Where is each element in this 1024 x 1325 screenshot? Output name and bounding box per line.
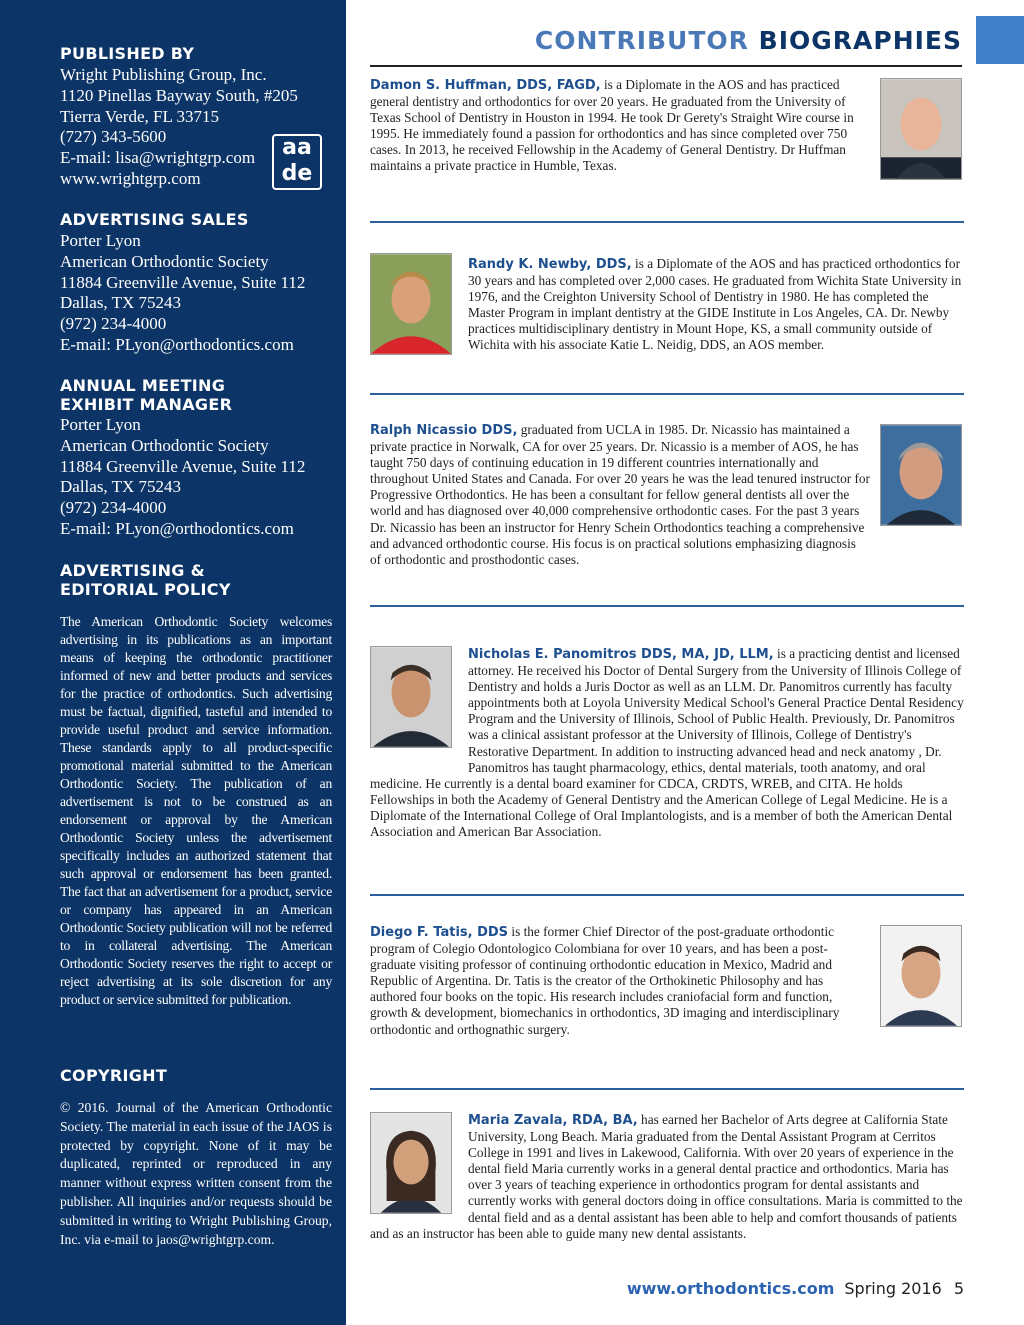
contact-phone: (972) 234-4000 <box>60 498 167 518</box>
photo-newby <box>370 253 452 355</box>
aade-logo <box>272 134 322 190</box>
divider <box>370 393 964 395</box>
photo-nicassio <box>880 424 962 526</box>
advertising-sales-section <box>60 210 340 356</box>
title-divider <box>370 65 962 67</box>
publisher-website[interactable]: www.wrightgrp.com <box>60 168 201 188</box>
contact-name: Porter Lyon <box>60 415 141 434</box>
policy-text: The American Orthodontic Society welcomes advertising in its publications as an important means of keeping the orthodontic practitioner informed of new and better products and services for the practice of orthodontics. Such advertising must be factual, dignified, tasteful and intended to provide useful product and service information. These standards apply to all product-specific promotional material submitted to the American Orthodontic Society. The publication of an advertisement is not to be construed as an endorsement or approval by the American Orthodontic Society unless the advertisement specifically includes an authorized statement that such approval or endorsement has been granted. The fact that an advertisement for a product, service or company has appeared in an American Orthodontic Society publication will not be referred to in collateral advertising. The American Orthodontic Society reserves the right to accept or reject advertising at its sole discretion for any product or service submitted for publication. <box>60 614 332 1007</box>
bio-name: Ralph Nicassio DDS, <box>370 423 518 438</box>
copyright-heading: COPYRIGHT <box>60 1066 168 1085</box>
contact-org: American Orthodontic Society <box>60 251 269 271</box>
footer-url[interactable]: www.orthodontics.com <box>626 1279 835 1298</box>
title-light: CONTRIBUTOR <box>534 26 749 55</box>
contact-email[interactable]: E-mail: PLyon@orthodontics.com <box>60 334 294 354</box>
title-dark: BIOGRAPHIES <box>758 26 962 55</box>
contact-street: 11884 Greenville Avenue, Suite 112 <box>60 456 306 476</box>
policy-heading-1: ADVERTISING & <box>60 561 205 580</box>
bio-text: is a Diplomate in the AOS and has practiced general dentistry and orthodontics for over 20 years. He graduated from the University of Texas School of Dentistry in Houston in 1994. He took Dr Gerety's Straight Wire course in 1995. He immediately found a passion for orthodontics and has since completed over 750 cases. In 2013, he received Fellowship in the Academy of General Dentistry. Dr Huffman maintains a private practice in Humble, Texas. <box>370 77 854 174</box>
bio-tatis <box>370 924 864 1038</box>
contact-street: 11884 Greenville Avenue, Suite 112 <box>60 272 306 292</box>
publisher-email[interactable]: E-mail: lisa@wrightgrp.com <box>60 148 256 168</box>
publisher-city: Tierra Verde, FL 33715 <box>60 106 219 126</box>
contact-city: Dallas, TX 75243 <box>60 293 182 313</box>
bio-newby <box>468 256 964 354</box>
publisher-name: Wright Publishing Group, Inc. <box>60 65 267 84</box>
photo-spacer <box>370 1112 468 1224</box>
policy-heading-2: EDITORIAL POLICY <box>60 580 231 599</box>
exhibit-manager-heading: EXHIBIT MANAGER <box>60 395 233 414</box>
portrait-icon <box>881 79 961 179</box>
footer-issue: Spring 2016 <box>844 1279 942 1298</box>
exhibit-manager-contact <box>60 415 340 540</box>
divider <box>370 221 964 223</box>
divider <box>370 605 964 607</box>
bio-panomitros <box>370 646 964 840</box>
contact-email[interactable]: E-mail: PLyon@orthodontics.com <box>60 518 294 538</box>
bio-name: Randy K. Newby, DDS, <box>468 257 632 272</box>
divider <box>370 894 964 896</box>
portrait-icon <box>371 254 451 354</box>
advertising-sales-contact <box>60 231 340 356</box>
bio-name: Diego F. Tatis, DDS <box>370 925 509 940</box>
contact-org: American Orthodontic Society <box>60 435 269 455</box>
annual-meeting-heading: ANNUAL MEETING <box>60 376 226 395</box>
bio-huffman <box>370 77 860 175</box>
contact-city: Dallas, TX 75243 <box>60 477 182 497</box>
copyright-section <box>60 1066 332 1249</box>
bio-text: graduated from UCLA in 1985. Dr. Nicassio has maintained a private practice in Norwalk, CA for over 25 years. Dr. Nicassio is a member of AOS, he has taught 750 days of continuing education in 19 different countries internationally and throughout United States and Canada. For over 20 years he was the lead tenured instructor for Progressive Orthodontics. He has been a consultant for fellow general dentists all over the world and has diagnosed over 40,000 comprehensive orthodontic cases. For the past 3 years Dr. Nicassio has been an instructor for Henry Schein Orthodontics teaching a comprehensive and advanced orthodontic course. His focus is on practical solutions emphasizing diagnosis of orthodontic and prosthodontic cases. <box>370 422 870 567</box>
photo-huffman <box>880 78 962 180</box>
annual-meeting-section <box>60 376 340 540</box>
portrait-icon <box>881 425 961 525</box>
bio-zavala <box>370 1112 964 1242</box>
bio-text: is the former Chief Director of the post-graduate orthodontic program of Colegio Odontologico Colombiana for over 10 years, and has been a post-graduate visiting professor of continuing orthodontic education in Mexico, Madrid and Republic of Argentina. Dr. Tatis is the creator of the Orthokinetic Philosophy and has authored four books on the topic. His research includes craniofacial form and function, growth & development, biomechanics in orthodontics, 3D imaging and interdisciplinary orthodontic and orthognathic surgery. <box>370 924 840 1037</box>
contact-name: Porter Lyon <box>60 231 141 250</box>
copyright-text: © 2016. Journal of the American Orthodontic Society. The material in each issue of the JAOS is protected by copyright. None of it may be duplicated, reprinted or reproduced in any manner without express written consent from the publisher. All inquiries and/or requests should be submitted in writing to Wright Publishing Group, Inc. via e-mail to jaos@wrightgrp.com. <box>60 1100 332 1247</box>
logo-text-top: aa <box>282 135 312 160</box>
publisher-street: 1120 Pinellas Bayway South, #205 <box>60 85 298 105</box>
photo-spacer <box>370 646 468 772</box>
bio-text: is a Diplomate of the AOS and has practiced orthodontics for 30 years and has completed over 2,000 cases. He graduated from Wichita State University in 1976, and the Creighton University School of Dentistry in 1980. He has completed the Master Program in implant dentistry at the GIDE Institute in Los Angeles, CA. Dr. Newby practices multidisciplinary dentistry in Mount Hope, KS, a small community outside of Wichita with his associate Katie L. Neidig, DDS, an AOS member. <box>468 256 962 353</box>
photo-tatis <box>880 925 962 1027</box>
logo-text-bottom: de <box>281 161 313 186</box>
contact-phone: (972) 234-4000 <box>60 314 167 334</box>
bio-name: Nicholas E. Panomitros DDS, MA, JD, LLM, <box>468 647 774 662</box>
divider <box>370 1088 964 1090</box>
page-title <box>370 26 962 55</box>
portrait-icon <box>881 926 961 1026</box>
bio-nicassio <box>370 422 870 568</box>
corner-tab <box>976 16 1024 64</box>
published-by-heading: PUBLISHED BY <box>60 44 195 63</box>
bio-text: has earned her Bachelor of Arts degree at California State University, Long Beach. Maria graduated from the Dental Assistant Program at Cerritos College in 1991 and lives in Lakewood, California. With over 20 years of experience in the dental field Maria currently works in a general dental practice and orthodontics. Maria has over 3 years of teaching experience in orthodontics program for dental assistants and currently works with general doctors doing in office consultations. Maria is committed to the dental field and as a dental assistant has been able to help and comfort thousands of patients and as an instructor has been able to guide many new dental assistants. <box>370 1112 963 1241</box>
editorial-policy-section <box>60 561 332 1009</box>
page-footer <box>560 1279 964 1298</box>
bio-name: Maria Zavala, RDA, BA, <box>468 1113 638 1128</box>
page-number: 5 <box>953 1279 964 1298</box>
bio-name: Damon S. Huffman, DDS, FAGD, <box>370 78 601 93</box>
publisher-phone: (727) 343-5600 <box>60 127 167 147</box>
advertising-sales-heading: ADVERTISING SALES <box>60 210 249 229</box>
bio-text: is a practicing dentist and licensed attorney. He received his Doctor of Dental Surgery from the University of Illinois College of Dentistry and holds a Juris Doctor as well as an LLM. Dr. Panomitros currently has faculty appointments both at Loyola University Medical School's General Practice Dental Residency Program and the University of Illinois, School of Public Health. Previously, Dr. Panomitros was a clinical assistant professor at the University of Illinois, College of Dentistry's Restorative Department. In addition to instructing advanced head and neck anatomy , Dr. Panomitros has taught pharmacology, ethics, dental materials, tooth anatomy, and oral medicine. He currently is a dental board examiner for CDCA, CRDTS, WREB, and CITA. He holds Fellowships in both the Academy of General Dentistry and the American College of Legal Medicine. He is a Diplomate of the International College of Oral Implantologists, and is a member of both the American Dental Association and American Bar Association. <box>370 646 964 840</box>
